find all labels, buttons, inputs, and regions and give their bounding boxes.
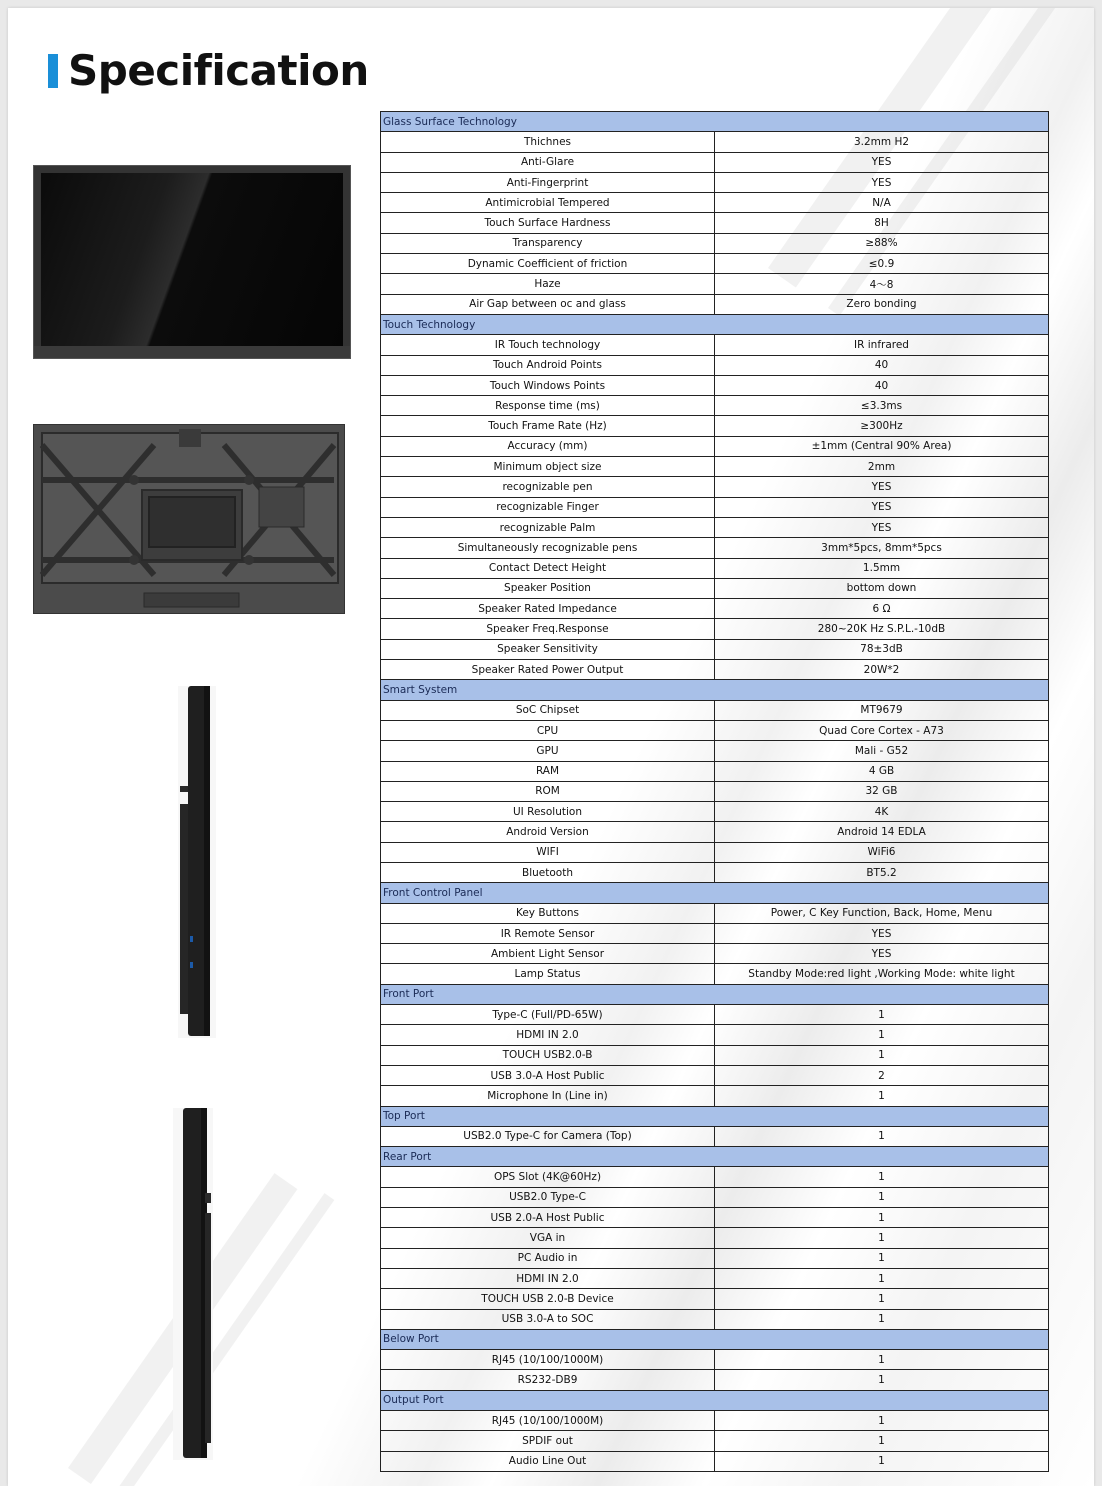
table-row <box>381 416 1049 436</box>
section-header: Glass Surface Technology <box>381 112 1049 132</box>
table-row <box>381 1350 1049 1370</box>
spec-label: Response time (ms) <box>381 396 715 416</box>
table-row <box>381 1228 1049 1248</box>
spec-value: ±1mm (Central 90% Area) <box>715 436 1049 456</box>
section-header-row <box>381 1147 1049 1167</box>
table-row <box>381 233 1049 253</box>
spec-value: 6 Ω <box>715 599 1049 619</box>
table-row <box>381 619 1049 639</box>
spec-label: Anti-Fingerprint <box>381 172 715 192</box>
spec-label: RJ45 (10/100/1000M) <box>381 1411 715 1431</box>
table-row <box>381 964 1049 984</box>
spec-label: Android Version <box>381 822 715 842</box>
table-row <box>381 538 1049 558</box>
table-row <box>381 944 1049 964</box>
spec-label: Antimicrobial Tempered <box>381 193 715 213</box>
spec-label: Haze <box>381 274 715 294</box>
section-header-row <box>381 1329 1049 1349</box>
spec-label: USB 3.0-A to SOC <box>381 1309 715 1329</box>
table-row <box>381 477 1049 497</box>
spec-value: WiFi6 <box>715 842 1049 862</box>
table-row <box>381 497 1049 517</box>
spec-value: 8H <box>715 213 1049 233</box>
spec-value: bottom down <box>715 578 1049 598</box>
spec-value: 1 <box>715 1025 1049 1045</box>
table-row <box>381 660 1049 680</box>
spec-label: Microphone In (Line in) <box>381 1086 715 1106</box>
spec-value: 1 <box>715 1268 1049 1288</box>
spec-label: RS232-DB9 <box>381 1370 715 1390</box>
spec-label: Bluetooth <box>381 862 715 882</box>
spec-value: 1 <box>715 1086 1049 1106</box>
spec-value: Zero bonding <box>715 294 1049 314</box>
spec-value: 1 <box>715 1451 1049 1471</box>
table-row <box>381 152 1049 172</box>
spec-value: 1 <box>715 1208 1049 1228</box>
spec-value: Mali - G52 <box>715 741 1049 761</box>
spec-label: Simultaneously recognizable pens <box>381 538 715 558</box>
spec-value: 20W*2 <box>715 660 1049 680</box>
table-row <box>381 1025 1049 1045</box>
spec-label: recognizable Finger <box>381 497 715 517</box>
spec-label: ROM <box>381 781 715 801</box>
section-header: Top Port <box>381 1106 1049 1126</box>
spec-value: 1 <box>715 1289 1049 1309</box>
table-row <box>381 720 1049 740</box>
spec-label: Transparency <box>381 233 715 253</box>
spec-value: 4K <box>715 802 1049 822</box>
spec-label: Contact Detect Height <box>381 558 715 578</box>
spec-value: IR infrared <box>715 335 1049 355</box>
table-row <box>381 822 1049 842</box>
table-row <box>381 599 1049 619</box>
section-header-row <box>381 314 1049 334</box>
table-row <box>381 1005 1049 1025</box>
spec-value: 1 <box>715 1248 1049 1268</box>
spec-label: USB2.0 Type-C <box>381 1187 715 1207</box>
spec-label: VGA in <box>381 1228 715 1248</box>
spec-label: Touch Android Points <box>381 355 715 375</box>
table-row <box>381 558 1049 578</box>
table-row <box>381 1309 1049 1329</box>
spec-label: Speaker Sensitivity <box>381 639 715 659</box>
section-header: Output Port <box>381 1390 1049 1410</box>
spec-label: Minimum object size <box>381 457 715 477</box>
table-row <box>381 457 1049 477</box>
spec-label: Anti-Glare <box>381 152 715 172</box>
table-row <box>381 172 1049 192</box>
spec-value: YES <box>715 477 1049 497</box>
section-header: Front Control Panel <box>381 883 1049 903</box>
spec-label: TOUCH USB2.0-B <box>381 1045 715 1065</box>
table-row <box>381 1187 1049 1207</box>
table-row <box>381 781 1049 801</box>
table-row <box>381 578 1049 598</box>
spec-label: Lamp Status <box>381 964 715 984</box>
spec-sheet <box>8 8 1094 1486</box>
spec-value: 1 <box>715 1167 1049 1187</box>
table-row <box>381 1208 1049 1228</box>
spec-label: SPDIF out <box>381 1431 715 1451</box>
spec-value: YES <box>715 944 1049 964</box>
spec-value: 4〜8 <box>715 274 1049 294</box>
product-side-image-2 <box>173 1108 213 1460</box>
section-header: Front Port <box>381 984 1049 1004</box>
page-title: Specification <box>68 46 369 95</box>
spec-value: 1.5mm <box>715 558 1049 578</box>
section-header: Touch Technology <box>381 314 1049 334</box>
spec-label: Key Buttons <box>381 903 715 923</box>
spec-value: 1 <box>715 1411 1049 1431</box>
spec-label: Speaker Rated Impedance <box>381 599 715 619</box>
spec-value: 3mm*5pcs, 8mm*5pcs <box>715 538 1049 558</box>
spec-value: 32 GB <box>715 781 1049 801</box>
table-row <box>381 741 1049 761</box>
spec-label: recognizable pen <box>381 477 715 497</box>
table-row <box>381 436 1049 456</box>
table-row <box>381 1268 1049 1288</box>
table-row <box>381 1167 1049 1187</box>
spec-label: recognizable Palm <box>381 517 715 537</box>
spec-value: 1 <box>715 1370 1049 1390</box>
spec-value: YES <box>715 517 1049 537</box>
spec-label: GPU <box>381 741 715 761</box>
spec-value: 1 <box>715 1350 1049 1370</box>
spec-value: 2mm <box>715 457 1049 477</box>
spec-value: 78±3dB <box>715 639 1049 659</box>
section-header-row <box>381 1106 1049 1126</box>
spec-value: YES <box>715 923 1049 943</box>
spec-label: TOUCH USB 2.0-B Device <box>381 1289 715 1309</box>
spec-label: Dynamic Coefficient of friction <box>381 254 715 274</box>
table-row <box>381 355 1049 375</box>
table-row <box>381 213 1049 233</box>
spec-value: 1 <box>715 1431 1049 1451</box>
spec-label: WIFI <box>381 842 715 862</box>
spec-value: 40 <box>715 375 1049 395</box>
spec-label: Touch Surface Hardness <box>381 213 715 233</box>
spec-value: MT9679 <box>715 700 1049 720</box>
table-row <box>381 274 1049 294</box>
section-header-row <box>381 883 1049 903</box>
spec-value: YES <box>715 497 1049 517</box>
spec-value: Quad Core Cortex - A73 <box>715 720 1049 740</box>
table-row <box>381 1248 1049 1268</box>
table-row <box>381 1411 1049 1431</box>
product-front-image <box>33 165 351 359</box>
spec-value: 3.2mm H2 <box>715 132 1049 152</box>
spec-label: Speaker Freq.Response <box>381 619 715 639</box>
table-row <box>381 1289 1049 1309</box>
table-row <box>381 802 1049 822</box>
section-header: Rear Port <box>381 1147 1049 1167</box>
spec-value: 1 <box>715 1309 1049 1329</box>
page-header <box>48 46 369 95</box>
table-row <box>381 254 1049 274</box>
section-header-row <box>381 112 1049 132</box>
spec-value: YES <box>715 152 1049 172</box>
spec-label: Touch Windows Points <box>381 375 715 395</box>
section-header-row <box>381 1390 1049 1410</box>
spec-label: Ambient Light Sensor <box>381 944 715 964</box>
spec-label: CPU <box>381 720 715 740</box>
spec-label: Speaker Rated Power Output <box>381 660 715 680</box>
spec-label: HDMI IN 2.0 <box>381 1025 715 1045</box>
section-header-row <box>381 984 1049 1004</box>
table-row <box>381 294 1049 314</box>
table-row <box>381 132 1049 152</box>
spec-value: Power, C Key Function, Back, Home, Menu <box>715 903 1049 923</box>
section-header: Below Port <box>381 1329 1049 1349</box>
spec-label: USB 2.0-A Host Public <box>381 1208 715 1228</box>
table-row <box>381 842 1049 862</box>
spec-value: 280~20K Hz S.P.L.-10dB <box>715 619 1049 639</box>
section-header-row <box>381 680 1049 700</box>
spec-value: ≥88% <box>715 233 1049 253</box>
table-row <box>381 1086 1049 1106</box>
table-row <box>381 1451 1049 1471</box>
table-row <box>381 761 1049 781</box>
spec-value: ≥300Hz <box>715 416 1049 436</box>
table-row <box>381 517 1049 537</box>
spec-label: RJ45 (10/100/1000M) <box>381 1350 715 1370</box>
table-row <box>381 1065 1049 1085</box>
table-row <box>381 1431 1049 1451</box>
spec-label: RAM <box>381 761 715 781</box>
spec-value: BT5.2 <box>715 862 1049 882</box>
spec-label: Accuracy (mm) <box>381 436 715 456</box>
spec-label: Air Gap between oc and glass <box>381 294 715 314</box>
spec-value: ≤3.3ms <box>715 396 1049 416</box>
spec-value: 4 GB <box>715 761 1049 781</box>
spec-label: Type-C (Full/PD-65W) <box>381 1005 715 1025</box>
section-header: Smart System <box>381 680 1049 700</box>
spec-value: Standby Mode:red light ,Working Mode: white light <box>715 964 1049 984</box>
table-row <box>381 1045 1049 1065</box>
table-row <box>381 375 1049 395</box>
table-row <box>381 923 1049 943</box>
spec-value: 1 <box>715 1228 1049 1248</box>
table-row <box>381 903 1049 923</box>
spec-value: 40 <box>715 355 1049 375</box>
table-row <box>381 1370 1049 1390</box>
spec-label: Audio Line Out <box>381 1451 715 1471</box>
spec-label: Touch Frame Rate (Hz) <box>381 416 715 436</box>
spec-label: USB 3.0-A Host Public <box>381 1065 715 1085</box>
spec-label: HDMI IN 2.0 <box>381 1268 715 1288</box>
title-accent-bar <box>48 54 58 88</box>
spec-label: IR Remote Sensor <box>381 923 715 943</box>
spec-value: 1 <box>715 1126 1049 1146</box>
spec-value: 1 <box>715 1187 1049 1207</box>
spec-table <box>380 111 1049 1472</box>
spec-value: N/A <box>715 193 1049 213</box>
spec-label: UI Resolution <box>381 802 715 822</box>
table-row <box>381 639 1049 659</box>
product-rear-image <box>33 424 345 614</box>
spec-value: Android 14 EDLA <box>715 822 1049 842</box>
table-row <box>381 700 1049 720</box>
spec-label: Speaker Position <box>381 578 715 598</box>
spec-label: IR Touch technology <box>381 335 715 355</box>
table-row <box>381 862 1049 882</box>
table-row <box>381 396 1049 416</box>
spec-label: USB2.0 Type-C for Camera (Top) <box>381 1126 715 1146</box>
spec-label: Thichnes <box>381 132 715 152</box>
table-row <box>381 335 1049 355</box>
table-row <box>381 1126 1049 1146</box>
spec-value: 1 <box>715 1005 1049 1025</box>
spec-value: YES <box>715 172 1049 192</box>
spec-label: PC Audio in <box>381 1248 715 1268</box>
spec-value: 1 <box>715 1045 1049 1065</box>
product-side-image-1 <box>178 686 216 1038</box>
spec-label: SoC Chipset <box>381 700 715 720</box>
table-row <box>381 193 1049 213</box>
spec-label: OPS Slot (4K@60Hz) <box>381 1167 715 1187</box>
spec-value: ≤0.9 <box>715 254 1049 274</box>
spec-value: 2 <box>715 1065 1049 1085</box>
